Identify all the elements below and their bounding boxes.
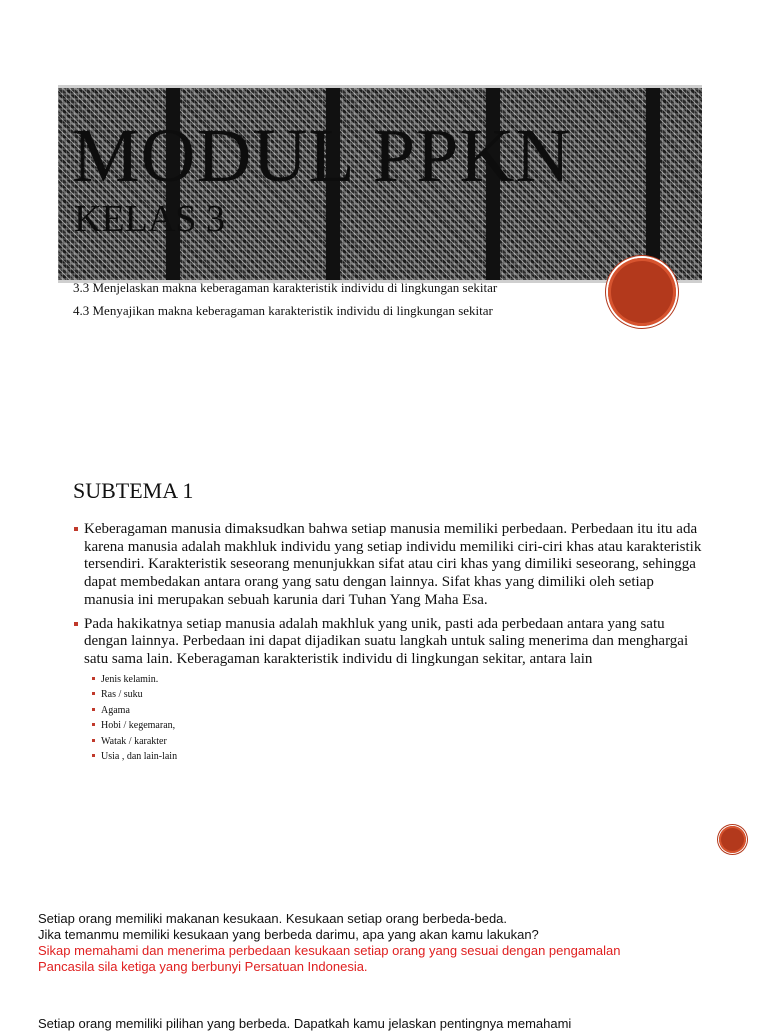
sub-item-text: Hobi / kegemaran,	[101, 720, 176, 732]
sub-item-text: Ras / suku	[101, 689, 143, 701]
sub-item-text: Jenis kelamin.	[101, 673, 159, 685]
paragraph-text: Keberagaman manusia dimaksudkan bahwa setiap manusia memiliki perbedaan. Perbedaan itu itu ada karena manusia adalah makhluk individu yang setiap individu memiliki ciri-ciri khas atau karakteristik tersendiri. Karakteristik seseorang menunjukkan sifat atau ciri khas yang dimiliki seseorang, sehingga dapat membedakan antara orang yang satu dengan lainnya. Sifat khas yang dimiliki oleh setiap manusia ini merupakan sebuah karunia dari Tuhan Yang Maha Esa.	[84, 521, 702, 608]
list-item	[92, 749, 703, 765]
decorative-circle	[719, 826, 746, 853]
bullet-icon	[92, 677, 95, 680]
question-line: Setiap orang memiliki makanan kesukaan. Kesukaan setiap orang berbeda-beda.	[38, 911, 508, 926]
bullet-icon	[92, 754, 95, 757]
list-item	[92, 734, 703, 750]
list-item	[92, 687, 703, 703]
subtheme-heading: SUBTEMA 1	[73, 478, 194, 503]
bullet-icon	[74, 622, 78, 626]
list-item	[92, 672, 703, 688]
competency-list	[73, 280, 543, 326]
list-item	[92, 718, 703, 734]
next-question-line: Setiap orang memiliki pilihan yang berbeda. Dapatkah kamu jelaskan pentingnya memahami	[38, 1016, 572, 1031]
title-slide	[0, 0, 768, 430]
paragraph-text: Pada hakikatnya setiap manusia adalah makhluk yang unik, pasti ada perbedaan antara yang satu dengan lainnya. Perbedaan ini dapat dijadikan suatu langkah untuk saling menerima dan menghargai satu sama lain. Keberagaman karakteristik individu di lingkungan sekitar, antara lain	[84, 615, 689, 667]
answer-line: Sikap memahami dan menerima perbedaan kesukaan setiap orang yang sesuai dengan pengamalan	[38, 943, 621, 958]
sub-item-text: Agama	[101, 704, 130, 716]
competency-item: 4.3 Menyajikan makna keberagaman karakteristik individu di lingkungan sekitar	[73, 303, 493, 318]
list-item	[92, 703, 703, 719]
bullet-icon	[92, 708, 95, 711]
answer-line: Pancasila sila ketiga yang berbunyi Persatuan Indonesia.	[38, 959, 368, 974]
question-slide	[0, 885, 768, 1031]
question-line: Jika temanmu memiliki kesukaan yang berbeda darimu, apa yang akan kamu lakukan?	[38, 927, 539, 942]
decorative-circle	[608, 258, 676, 326]
paragraph-list	[73, 521, 703, 771]
sub-item-text: Watak / karakter	[101, 735, 167, 747]
module-title: MODUL PPKN	[72, 114, 572, 198]
characteristics-list	[84, 672, 703, 765]
sub-item-text: Usia , dan lain-lain	[101, 751, 178, 763]
bullet-icon	[92, 723, 95, 726]
bullet-icon	[92, 692, 95, 695]
content-slide	[0, 430, 768, 885]
question-block	[38, 911, 728, 975]
list-item	[73, 616, 703, 765]
bullet-icon	[92, 739, 95, 742]
bullet-icon	[74, 527, 78, 531]
class-subtitle: KELAS 3	[74, 198, 225, 240]
competency-item: 3.3 Menjelaskan makna keberagaman karakteristik individu di lingkungan sekitar	[73, 280, 498, 295]
list-item	[73, 521, 703, 610]
